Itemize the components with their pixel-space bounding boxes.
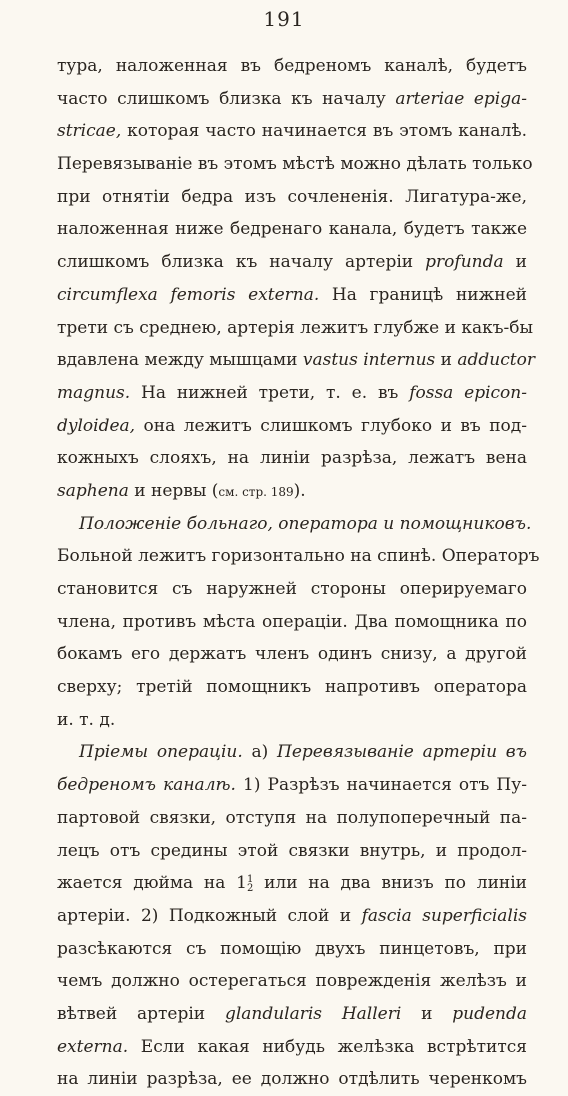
latin-term: fascia superficialis (361, 905, 528, 926)
text-line-23 (57, 769, 527, 802)
text-line-28 (57, 933, 527, 966)
page-number: 191 (263, 7, 305, 31)
section-heading-position (57, 508, 532, 541)
text-line-17 (57, 573, 527, 606)
text-line-18 (57, 606, 527, 639)
text-line-16 (57, 540, 540, 573)
text-line-29 (57, 965, 527, 998)
text-line-32 (57, 1063, 527, 1096)
line-text: Если какая нибудь желѣзка встрѣтится (128, 1036, 527, 1057)
line-text: Больной лежитъ горизонтально на спинѣ. Операторъ (57, 546, 540, 567)
line-text: разсѣкаются съ помощію двухъ пинцетовъ, при (57, 938, 527, 959)
line-text: или на два внизъ по линіи (253, 873, 527, 894)
line-text: лецъ отъ средины этой связки внутрь, и продол- (57, 840, 527, 861)
line-text: и (503, 252, 527, 273)
latin-term: saphena (57, 480, 129, 501)
latin-term: magnus. (57, 382, 131, 403)
text-line-9 (57, 312, 534, 345)
latin-term: profunda (425, 252, 504, 273)
latin-term: externa. (57, 1036, 129, 1057)
text-line-12 (57, 410, 527, 443)
line-text: на линіи разрѣза, ее должно отдѣлить черенкомъ (57, 1069, 527, 1090)
text-line-20 (57, 671, 527, 704)
line-text: члена, противъ мѣста операціи. Два помощника по (57, 611, 527, 632)
text-line-26 (57, 867, 527, 900)
line-text: вѣтвей артеріи (57, 1003, 225, 1024)
text-line-31 (57, 1031, 527, 1064)
section-heading: Пріемы операціи. (79, 742, 243, 763)
line-text: сверху; третій помощникъ напротивъ оператора (57, 677, 527, 698)
text-line-2 (57, 83, 527, 116)
line-text: 1) Разрѣзъ начинается отъ Пу- (235, 775, 528, 796)
text-line-22 (57, 736, 527, 769)
text-line-5 (57, 181, 527, 214)
line-text: при отнятіи бедра изъ сочлененія. Лигатура-же, (57, 186, 527, 207)
section-heading: Положеніе больнаго, оператора и помощниковъ. (79, 513, 532, 534)
subsection-heading: бедреномъ каналѣ. (57, 775, 236, 796)
line-text: вдавлена между мышцами (57, 350, 303, 371)
text-line-14 (57, 475, 527, 508)
line-text: На нижней трети, т. е. въ (130, 382, 410, 403)
line-text: и (435, 350, 458, 371)
text-line-25 (57, 835, 527, 868)
line-text: которая часто начинается въ этомъ каналѣ. (121, 121, 527, 142)
line-text: и. т. д. (57, 709, 116, 730)
line-text: На границѣ нижней (319, 284, 527, 305)
text-line-19 (57, 638, 527, 671)
text-line-3 (57, 115, 527, 148)
text-line-10 (57, 344, 535, 377)
line-text: она лежитъ слишкомъ глубоко и въ под- (135, 415, 527, 436)
latin-term: stricae, (57, 121, 122, 142)
fraction-numerator: 1 (246, 873, 254, 885)
latin-term: dyloidea, (57, 415, 136, 436)
text-line-27 (57, 900, 527, 933)
text-line-4 (57, 148, 533, 181)
text-line-21 (57, 704, 527, 737)
line-text: чемъ должно остерегаться поврежденія желѣзъ и (57, 971, 527, 992)
line-text: слишкомъ близка къ началу артеріи (57, 252, 426, 273)
text-line-1 (57, 50, 527, 83)
line-text: а) (242, 742, 278, 763)
latin-term: circumflexa femoris externa. (57, 284, 320, 305)
line-text: бокамъ его держатъ членъ одинъ снизу, а другой (57, 644, 527, 665)
text-line-24 (57, 802, 527, 835)
latin-term: glandularis Halleri (224, 1003, 402, 1024)
line-text: жается дюйма на 1 (57, 873, 247, 894)
line-text: часто слишкомъ близка къ началу (57, 88, 396, 109)
subsection-heading: Перевязываніе артеріи въ (277, 742, 528, 763)
body-text (57, 50, 540, 1096)
line-text: Перевязываніе въ этомъ мѣстѣ можно дѣлать только (57, 154, 533, 175)
latin-term: pudenda (452, 1003, 527, 1024)
text-line-11 (57, 377, 527, 410)
text-line-30 (57, 998, 527, 1031)
text-line-6 (57, 213, 527, 246)
line-text: и (401, 1003, 453, 1024)
line-text: становится съ наружней стороны оперируемаго (57, 579, 527, 599)
page-reference: см. стр. 189 (218, 484, 294, 499)
latin-term: vastus internus (302, 350, 436, 371)
line-text: ). (293, 480, 306, 501)
line-text: кожныхъ слояхъ, на линіи разрѣза, лежатъ вена (57, 448, 527, 469)
latin-term: adductor (457, 350, 535, 371)
fraction-denominator: 2 (246, 882, 254, 894)
text-line-7 (57, 246, 527, 279)
line-text: тура, наложенная въ бедреномъ каналѣ, будетъ (57, 56, 527, 76)
line-text: артеріи. 2) Подкожный слой и (57, 905, 362, 926)
text-line-13 (57, 442, 527, 475)
line-text: наложенная ниже бедренаго канала, будетъ также (57, 219, 527, 240)
text-line-8 (57, 279, 527, 312)
latin-term: fossa epicon- (409, 382, 527, 403)
latin-term: arteriae epiga- (395, 88, 527, 109)
line-text: партовой связки, отступя на полупоперечный па- (57, 807, 527, 828)
line-text: и нервы ( (128, 480, 219, 501)
line-text: трети съ среднею, артерія лежитъ глубже и какъ-бы (57, 317, 534, 338)
